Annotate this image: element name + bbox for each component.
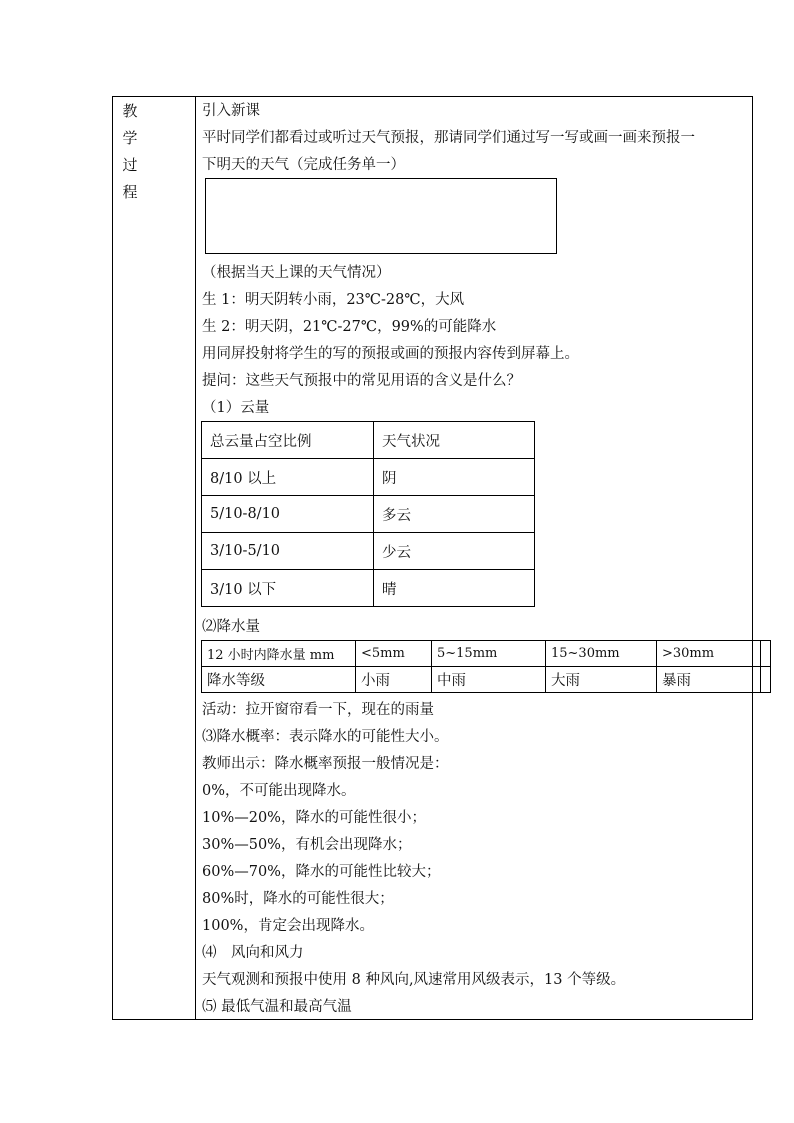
intro-text-2: 下明天的天气（完成任务单一）	[202, 157, 405, 173]
table-header: 天气状况	[374, 422, 535, 459]
table-cell: 暴雨	[657, 667, 761, 693]
table-row	[202, 459, 535, 496]
table-row	[202, 641, 771, 667]
side-label-char-1: 教	[122, 102, 138, 120]
table-header: 总云量占空比例	[202, 422, 374, 459]
teacher-show-text: 教师出示：降水概率预报一般情况是：	[202, 756, 449, 772]
table-cell: 5/10-8/10	[202, 496, 374, 533]
wind-text: 天气观测和预报中使用 8 种风向,风速常用风级表示，13 个等级。	[202, 972, 626, 988]
table-cell: <5mm	[356, 641, 432, 667]
table-cell: 3/10 以下	[202, 570, 374, 607]
table-cell: 少云	[374, 533, 535, 570]
table-cell: 降水等级	[202, 667, 356, 693]
column-divider	[195, 97, 196, 1019]
table-row	[202, 570, 535, 607]
side-label-char-4: 程	[122, 183, 138, 201]
table-cell: 8/10 以上	[202, 459, 374, 496]
table-row	[202, 667, 771, 693]
probability-100: 100%，肯定会出现降水。	[202, 918, 374, 934]
intro-text-1: 平时同学们都看过或听过天气预报，那请同学们通过写一写或画一画来预报一	[202, 130, 695, 146]
side-label-char-3: 过	[122, 156, 138, 174]
rain-title: ⑵降水量	[202, 619, 260, 635]
table-cell: 晴	[374, 570, 535, 607]
activity-text: 活动：拉开窗帘看一下，现在的雨量	[202, 702, 434, 718]
table-cell: 小雨	[356, 667, 432, 693]
table-cell: 12 小时内降水量 mm	[202, 641, 356, 667]
side-label-char-2: 学	[122, 129, 138, 147]
weather-note: （根据当天上课的天气情况）	[202, 265, 391, 281]
table-cell: 15~30mm	[546, 641, 657, 667]
temperature-title: ⑸ 最低气温和最高气温	[202, 999, 352, 1015]
probability-80: 80%时，降水的可能性很大；	[202, 891, 394, 907]
table-cell: >30mm	[657, 641, 761, 667]
probability-30-50: 30%—50%，有机会出现降水；	[202, 837, 412, 853]
table-row	[202, 422, 535, 459]
student-answer-2: 生 2：明天阴，21℃-27℃，99%的可能降水	[202, 319, 497, 335]
cloud-cover-table	[201, 421, 535, 607]
task-sheet-box	[205, 178, 557, 254]
table-cell: 中雨	[432, 667, 546, 693]
table-cell: 3/10-5/10	[202, 533, 374, 570]
table-row	[202, 533, 535, 570]
table-cell: 多云	[374, 496, 535, 533]
wind-title: ⑷ 风向和风力	[202, 945, 304, 961]
intro-title: 引入新课	[202, 103, 260, 119]
probability-60-70: 60%—70%，降水的可能性比较大；	[202, 864, 441, 880]
table-cell	[761, 641, 771, 667]
table-row	[202, 496, 535, 533]
probability-title: ⑶降水概率：表示降水的可能性大小。	[202, 729, 449, 745]
student-answer-1: 生 1：明天阴转小雨，23℃-28℃，大风	[202, 292, 465, 308]
projection-text: 用同屏投射将学生的写的预报或画的预报内容传到屏幕上。	[202, 346, 579, 362]
table-cell: 大雨	[546, 667, 657, 693]
probability-0: 0%，不可能出现降水。	[202, 783, 356, 799]
rainfall-table	[201, 640, 771, 693]
table-cell	[761, 667, 771, 693]
probability-10-20: 10%—20%，降水的可能性很小；	[202, 810, 426, 826]
cloud-title: （1）云量	[202, 400, 270, 416]
table-cell: 5~15mm	[432, 641, 546, 667]
question-text: 提问：这些天气预报中的常见用语的含义是什么？	[202, 373, 521, 389]
table-cell: 阴	[374, 459, 535, 496]
